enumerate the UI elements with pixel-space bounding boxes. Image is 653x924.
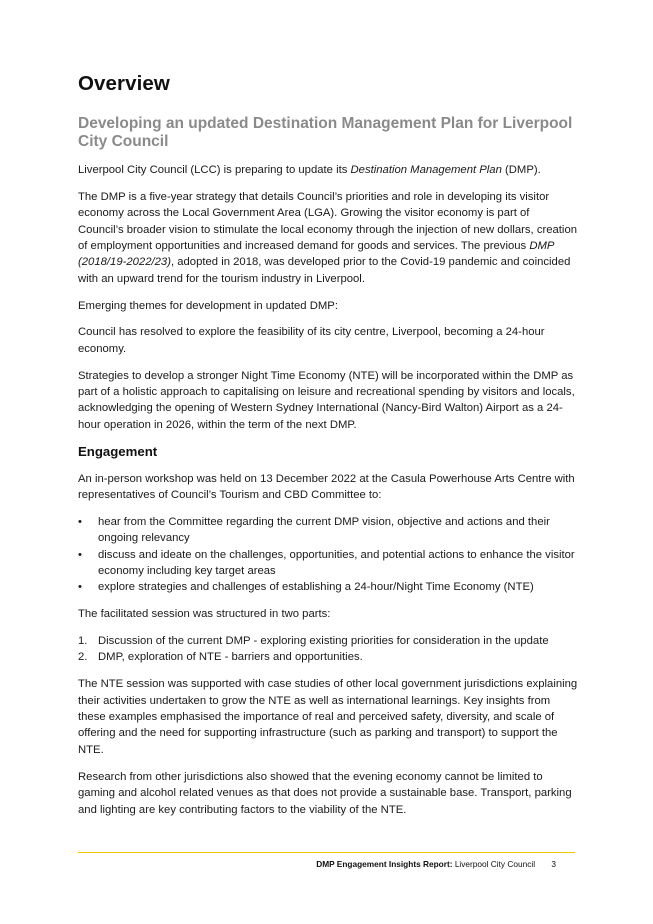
workshop-bullet-list	[78, 514, 578, 596]
session-structure-paragraph: The facilitated session was structured in two parts:	[78, 608, 331, 621]
session-numbered-list	[78, 633, 578, 666]
step-text: Discussion of the current DMP - exploring existing priorities for consideration in the update	[98, 635, 549, 648]
page-title: Overview	[78, 72, 170, 95]
body-content	[78, 162, 578, 828]
city-centre-paragraph: Council has resolved to explore the feasibility of its city centre, Liverpool, becoming a 24-hour economy.	[78, 326, 545, 355]
research-paragraph: Research from other jurisdictions also showed that the evening economy cannot be limited to gaming and alcohol related venues as that does not provide a sustainable base. Transport, parking and lighting are key contributing factors to the viability of the NTE.	[78, 770, 572, 816]
footer-organisation: Liverpool City Council	[454, 859, 536, 869]
footer-report-title: DMP Engagement Insights Report:	[316, 859, 453, 869]
engagement-heading: Engagement	[78, 443, 158, 459]
bullet-icon: •	[78, 515, 82, 528]
bullet-text: hear from the Committee regarding the current DMP vision, objective and actions and their ongoing relevancy	[98, 515, 550, 545]
step-text: DMP, exploration of NTE - barriers and opportunities.	[98, 651, 363, 664]
case-studies-paragraph: The NTE session was supported with case studies of other local government jurisdictions explaining their activities undertaken to grow the NTE as well as international learnings. Key insights from these examples emphasised the importance of real and perceived safety, diversity, and scale of offering and the need for supporting infrastructure (such as parking and transport) to support the NTE.	[78, 678, 578, 756]
footer-divider	[78, 852, 575, 853]
nte-paragraph: Strategies to develop a stronger Night Time Economy (NTE) will be incorporated within the DMP as part of a holistic approach to capitalising on leisure and recreational spending by visitors and locals, acknowledging the opening of Western Sydney International (Nancy-Bird Walton) Airport as a 24-hour operation in 2026, within the term of the next DMP.	[78, 369, 575, 431]
list-item	[78, 633, 578, 649]
list-item	[78, 547, 578, 580]
step-number: 1.	[78, 635, 88, 648]
workshop-paragraph: An in-person workshop was held on 13 December 2022 at the Casula Powerhouse Arts Centre with representatives of Council’s Tourism and CBD Committee to:	[78, 472, 575, 502]
intro-text-end: (DMP).	[501, 164, 541, 176]
bullet-icon: •	[78, 548, 82, 561]
bullet-text: explore strategies and challenges of establishing a 24-hour/Night Time Economy (NTE)	[98, 581, 534, 594]
dmp-paragraph	[78, 189, 578, 287]
dmp-text: The DMP is a five-year strategy that details Council’s priorities and role in developing its visitor economy across the Local Government Area (LGA). Growing the visitor economy is part of Council’s broader vision to stimulate the local economy through the injection of new dollars, creation of employment opportunities and increased demand for goods and services. The previous	[78, 190, 578, 253]
page-footer	[316, 859, 556, 869]
intro-paragraph	[78, 162, 578, 178]
intro-emphasis: Destination Management Plan	[350, 164, 502, 176]
section-subtitle: Developing an updated Destination Management Plan for Liverpool City Council	[78, 115, 573, 150]
list-item	[78, 579, 578, 595]
dmp-text-end: , adopted in 2018, was developed prior to the Covid-19 pandemic and coincided with an upward trend for the tourism industry in Liverpool.	[78, 256, 571, 285]
list-item	[78, 649, 578, 665]
themes-paragraph: Emerging themes for development in updated DMP:	[78, 299, 338, 312]
list-item	[78, 514, 578, 547]
bullet-icon: •	[78, 581, 82, 594]
dmp-emphasis: DMP (2018/19-2022/23)	[78, 240, 554, 269]
intro-text: Liverpool City Council (LCC) is preparing to update its	[78, 164, 351, 176]
bullet-text: discuss and ideate on the challenges, opportunities, and potential actions to enhance the visitor economy including key target areas	[98, 548, 575, 578]
step-number: 2.	[78, 651, 88, 664]
page-number: 3	[551, 859, 556, 869]
